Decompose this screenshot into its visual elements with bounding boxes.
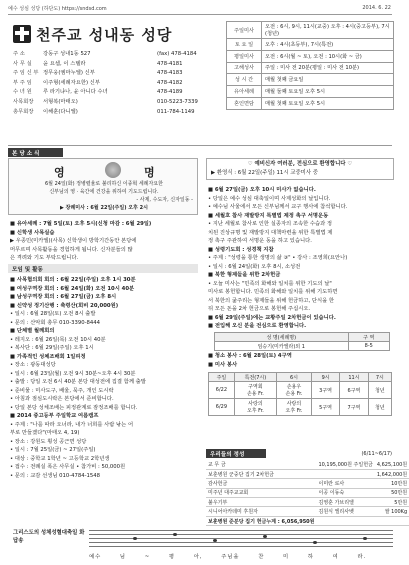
- psalm-lyric: [89, 552, 393, 560]
- banner-line-3: - 사제, 수도자, 신자일동 -: [136, 197, 193, 203]
- offering-cell: 쌀 100Kg: [375, 507, 409, 516]
- info-value: 루 라기냐나, 윤 아니다 수녀: [43, 89, 108, 96]
- note-icon: [363, 537, 367, 540]
- info-value: 정무웅(엠마누엘) 신부: [43, 70, 95, 77]
- schedule-row: [227, 74, 394, 86]
- list-item: • 장소 : 강원도 횡성 공근면 성당: [10, 438, 87, 445]
- cross-logo-icon: [13, 25, 31, 43]
- newcomer-table: [214, 332, 390, 351]
- service-list: [208, 352, 394, 369]
- mass-service-table: [208, 372, 392, 416]
- list-item: • 일시 : 6월 28일(토) 오전 8시 출발: [10, 311, 96, 317]
- lyric-syllable: 찬: [258, 554, 265, 560]
- list-item: • 주제 : "나를 따라 오너라, 내가 너희를 사람 낚는 어: [10, 421, 134, 428]
- list-item: • 문의 : 산악회 총무 010-3390-8444: [10, 319, 101, 326]
- mass-cell: 6/22: [209, 382, 235, 399]
- newcomer-name: 임승기(미카엘라)외 1: [215, 342, 349, 351]
- info-key: 주 소: [13, 51, 25, 57]
- mass-service-title: ■ 미사 봉사: [208, 361, 238, 368]
- offering-row: [206, 507, 409, 516]
- offering-cell: 보훈병원 군중단 집기 2차헌금: [206, 469, 316, 478]
- offering-cell: [316, 469, 374, 478]
- prayer-banner: [8, 158, 198, 215]
- schedule-row: [227, 97, 394, 109]
- mass-head-cell: 특전(7시): [234, 373, 276, 382]
- list-item: ■ 여성구역장 회의 : 6월 24일(화) 오전 10시 40분: [10, 285, 135, 292]
- list-item: • 오늘 미사는 "민족의 화해와 일치를 위한 기도의 날": [208, 280, 332, 287]
- list-item: ■ 신약성 정기산행 : 축령산(회비 20,000원): [10, 302, 119, 309]
- note-icon: [213, 539, 217, 542]
- note-icon: [263, 535, 267, 538]
- info-phone: 478-4189: [157, 89, 183, 96]
- offering-row: [206, 498, 409, 507]
- info-value: 이해훈(다니엘): [43, 108, 78, 115]
- cleaning-service: ■ 청소 봉사 : 6월 28일(토) 4구역: [208, 353, 292, 359]
- mass-head-cell: 주일: [209, 373, 235, 382]
- offering-cell: 미주년 대주교교회: [206, 488, 316, 497]
- schedule-label: 유아세례: [227, 86, 262, 98]
- list-item: ■ 전입해 오신 분을 전심으로 환영합니다.: [208, 323, 307, 329]
- info-key: 총무회장: [13, 108, 34, 115]
- mass-schedule-table: [226, 21, 394, 110]
- lyric-syllable: 라.: [357, 554, 367, 560]
- info-key: 주 임 신 부: [13, 70, 39, 77]
- top-bar-date: 2014. 6. 22: [362, 5, 391, 11]
- mass-cell: 청년: [368, 399, 391, 416]
- offering-period: (6/11~6/17): [361, 451, 392, 457]
- info-row: [13, 98, 221, 108]
- mass-table-row: [209, 399, 392, 416]
- list-item: 치된 진상규명 및 재발방지 대책마련을 위한 특별법 제: [208, 229, 333, 236]
- list-item: • 준비물 : 미사도구, 배울, 묵주, 개인 도시락: [10, 387, 114, 394]
- list-item: 뒤 모든 돈을 2차 헌금으로 봉헌해 주십시오.: [208, 306, 311, 312]
- list-item: • 접수 : 전례실 폭은 사무실 • 참가비 : 50,000원: [10, 464, 126, 470]
- welcome-notice: [206, 158, 394, 180]
- banner-line-4: ▶ 장례미사 : 6월 22일(주일) 오후 2시: [60, 205, 148, 211]
- list-item: • 일시 : 7월 25일(금) ~ 27일(주일): [10, 447, 96, 453]
- offering-cell: 이공 이동숙: [316, 488, 374, 497]
- mass-head-cell: 9시: [311, 373, 339, 382]
- list-item: ■ 가족적인 성체조배회 1일피정: [10, 353, 86, 360]
- info-row: [13, 69, 221, 79]
- list-item: • 대상 : 중학교 1학년 ~ 고등학교 2학년생: [10, 455, 110, 462]
- list-item: • 출발 : 당일 오전 6시 40분 본당 대성전에 집결 함께 출발: [10, 379, 146, 385]
- list-item: ■ 유아세례 : 7월 5일(토) 오후 5시(신청 마감 : 6월 29일): [10, 221, 152, 227]
- list-item: ■ 6월 27일(금) 오후 10시 미사가 없습니다.: [208, 187, 316, 193]
- mass-cell: 사랑의 오후 Fr.: [234, 399, 276, 416]
- list-item: 부로 만들겠다"(마태오 4, 19): [10, 430, 80, 436]
- offering-cell: 불우기부: [206, 498, 316, 507]
- info-phone: 478-4183: [157, 70, 183, 77]
- list-item: • 레지오 : 6월 26일(목) 오전 10시 40분: [10, 336, 106, 343]
- mass-table-head: [209, 373, 392, 382]
- welcome-detail: ▶ 환영식 : 6월 22일(주일) 11시 교중미사 중: [211, 169, 319, 176]
- psalm-staff: [13, 525, 393, 559]
- info-row: [13, 50, 221, 60]
- list-item: • 복사단 : 6월 29일(주일) 오후 1시: [10, 345, 94, 351]
- offering-cell: 50만원: [375, 488, 409, 497]
- list-item: ■ 신학생 사목실습: [10, 229, 55, 236]
- meetings-list: [10, 276, 198, 480]
- offering-section: [206, 449, 408, 526]
- schedule-value: 오전 : 6시, 9시, 11시(교중) 오후 : 4시(중고등부), 7시(청년): [262, 22, 394, 39]
- list-item: ■ 2014 중고등부 주일학교 여름캠프: [10, 413, 99, 419]
- note-icon: [133, 537, 137, 540]
- schedule-value: 오후 : 4시(초등부), 7시(특전): [262, 39, 394, 51]
- offering-table: [206, 460, 409, 526]
- section-parish-news: 본 당 소 식: [8, 148, 63, 157]
- bulletin-title: 천주교 성내동 성당: [36, 26, 173, 44]
- mass-cell: 5구역: [311, 399, 339, 416]
- info-row: [13, 108, 221, 118]
- announcements-list: [208, 186, 394, 331]
- offering-cell: 교 무 금: [206, 460, 316, 469]
- lyric-syllable: 아,: [193, 554, 203, 560]
- list-item: 미사로 봉헌합니다. 민족의 화해와 일치를 위해 기도하면: [208, 289, 338, 295]
- offering-row: [206, 469, 409, 478]
- schedule-row: [227, 39, 394, 51]
- list-item: ■ 성령기도회 : 성경책 지참: [208, 246, 274, 253]
- schedule-value: 주일 : 미사 전 20분(평일 : 미사 전 10분): [262, 62, 394, 74]
- schedule-row: [227, 22, 394, 39]
- lyric-syllable: 하: [307, 554, 314, 560]
- schedule-label: 고해성사: [227, 62, 262, 74]
- list-item: • 문의 : 교감 선생님 010-4784-1548: [10, 472, 101, 479]
- mass-cell: 7구역: [340, 399, 368, 416]
- offering-cell: 감사헌금: [206, 479, 316, 488]
- offering-cell: 이미란 로사: [316, 479, 374, 488]
- offering-cell: 10,195,000원 주일헌금: [318, 461, 373, 468]
- offering-cell: 김영훈 가브리엘: [316, 498, 374, 507]
- info-phone: 011-784-1149: [157, 108, 195, 115]
- offering-cell: 김원식 엘리사벳: [316, 507, 374, 516]
- mass-cell: 구역회 손용 Fr.: [234, 382, 276, 399]
- schedule-value: 매월 첫째 금요일: [262, 74, 394, 86]
- lyric-syllable: 평: [168, 554, 175, 560]
- mass-head-cell: 7시: [368, 373, 391, 382]
- offering-cell: 10만원: [375, 479, 409, 488]
- mass-cell: 손용우 손용 Fr.: [277, 382, 312, 399]
- info-row: [13, 88, 221, 98]
- section-meetings: 모임 및 활동: [8, 264, 198, 273]
- mass-cell: 3구역: [311, 382, 339, 399]
- info-value: 강동구 성내1동 527: [43, 51, 91, 57]
- offering-cell: 시니어아카데미 후원자: [206, 507, 316, 516]
- schedule-value: 오전 : 6시(월 ~ 토), 오전 : 10시(화 ~ 금): [262, 50, 394, 62]
- newcomer-col-zone: 구 역: [348, 333, 389, 342]
- lyric-syllable: 주님을: [221, 554, 240, 560]
- banner-word-1: 영: [54, 166, 69, 179]
- lyric-syllable: 님: [119, 554, 127, 560]
- welcome-title: ♡ 예비신자 여러분, 전심으로 환영합니다 ♡: [247, 161, 353, 167]
- schedule-row: [227, 86, 394, 98]
- info-phone: 010-5223-7339: [157, 98, 198, 105]
- list-item: ■ 단체별 월례회의: [10, 328, 55, 334]
- info-phone: (fax) 478-4184: [157, 51, 197, 57]
- list-item: ■ 세월호 참사 재발방지 특별법 제정 촉구 서명운동: [208, 212, 329, 219]
- rose-icon: [105, 162, 121, 178]
- note-icon: [313, 541, 317, 544]
- lyric-syllable: ~: [144, 554, 151, 560]
- list-item: • 당일 본당 성체조배는 피정관계로 잠정조배를 합니다.: [10, 404, 138, 411]
- divider: [8, 145, 392, 146]
- mass-cell: 청년: [368, 382, 391, 399]
- schedule-label: 성 시 간: [227, 74, 262, 86]
- info-value: 서형복(마태오): [43, 98, 78, 105]
- schedule-value: 매월 둘째 토요일 오후 5시: [262, 86, 394, 98]
- newcomer-col-name: 성 명(세례명): [215, 333, 349, 342]
- mass-head-cell: 6시: [277, 373, 312, 382]
- banner-line-2: 신부님의 영 · 육간에 건강을 위하여 기도드립니다.: [49, 189, 159, 195]
- list-item: • 아침과 점심도시락은 본당에서 준비합니다.: [10, 396, 114, 402]
- list-item: • 장소 : 광동대성당: [10, 362, 56, 368]
- lyric-syllable: 예수: [89, 554, 102, 560]
- info-key: 사목회장: [13, 98, 34, 105]
- list-item: ■ 사목협의회 회의 : 6월 22일(주일) 오후 1시 30분: [10, 277, 136, 283]
- info-value: 이주형(세례자요한) 신부: [43, 79, 100, 86]
- parish-info: [13, 50, 221, 117]
- schedule-row: [227, 62, 394, 74]
- mass-cell: 6/29: [209, 399, 235, 416]
- list-item: • 일시 : 6월 23일(월) 오전 9시 30분~오후 4시 30분: [10, 370, 136, 377]
- note-icon: [173, 533, 177, 536]
- schedule-label: 주일미사: [227, 22, 262, 39]
- lyric-syllable: 여: [332, 554, 339, 560]
- mass-cell: 사랑의 오후 Fr.: [277, 399, 312, 416]
- list-item: • 당일은 예수 성심 대축일이며 사제성화의 날입니다.: [208, 195, 331, 202]
- info-phone: 478-4181: [157, 60, 183, 67]
- offering-cell: 1,642,000원: [375, 469, 409, 478]
- offering-cell: 4,625,100원: [376, 461, 408, 468]
- info-key: 사 무 실: [13, 60, 32, 67]
- schedule-row: [227, 50, 394, 62]
- banner-word-2: 명: [144, 166, 155, 179]
- top-bar-left: 예수 성심 성당 (하단도) https://sndsd.com: [8, 6, 107, 12]
- list-item: ■ 6월 29일(주일)에는 교황주일 2차헌금이 있습니다.: [208, 314, 336, 321]
- list-item: ■ 북한 형제들을 위한 2차헌금: [208, 272, 281, 278]
- list-item: • 지난 세월로 참사로 인한 실종자의 조속한 수습과 정: [208, 221, 333, 227]
- list-item: 은 격려와 기도 부탁드립니다.: [10, 255, 79, 261]
- offering-row: [206, 460, 409, 469]
- offering-row: [206, 488, 409, 497]
- offering-title: 우리들의 정성: [206, 449, 266, 458]
- mass-head-cell: 11시: [340, 373, 368, 382]
- parish-news-list: [10, 220, 198, 263]
- list-item: ■ 남성구역장 회의 : 6월 27일(금) 오후 8시: [10, 294, 117, 300]
- newcomer-zone: 8-5: [348, 342, 389, 351]
- info-row: [13, 60, 221, 70]
- list-item: 정 촉구 주관하여 서명운 동을 하고 있습니다.: [208, 238, 312, 244]
- schedule-label: 토 요 일: [227, 39, 262, 51]
- list-item: • 예수님 사울에서 모든 신부님께서 교구 행사에 참석합니다.: [208, 204, 348, 210]
- schedule-label: 평일미사: [227, 50, 262, 62]
- schedule-label: 혼인면담: [227, 97, 262, 109]
- info-key: 수 녀 원: [13, 89, 32, 96]
- offering-row: [206, 479, 409, 488]
- info-key: 부 주 임: [13, 79, 32, 86]
- list-item: • 일시 : 6월 24일(화) 오후 8시, 소성전: [208, 263, 301, 270]
- info-phone: 478-4182: [157, 79, 183, 86]
- schedule-value: 매월 첫째 토요일 오후 5시: [262, 97, 394, 109]
- list-item: ▶ 우종민(미카엘)(사목) 신학생이 방학기간동안 본당에: [10, 238, 137, 244]
- offering-cell: 5만원: [375, 498, 409, 507]
- psalm-title: 그리스도의 성체성혈대축일 화답송: [13, 530, 85, 544]
- offering-cell: 보훈병원 준분당 집기 헌금누계 : 6,056,950원: [206, 516, 316, 525]
- list-item: • 주제 : "성령을 통한 생명의 삶 ③" • 강사 : 조영희(요안나): [208, 255, 348, 261]
- info-row: [13, 79, 221, 89]
- lyric-syllable: 미: [283, 554, 290, 560]
- banner-line-1: 6월 24일(화) 정병렬율로 불리하신 이종혁 세례자요한: [45, 181, 163, 187]
- list-item: 서 북한의 굶주리는 형제들을 위해 헌금하고, 단식을 한: [208, 297, 335, 304]
- mass-cell: 6구역: [340, 382, 368, 399]
- divider: [8, 14, 392, 15]
- mass-table-row: [209, 382, 392, 399]
- info-value: 윤 요셉, 이 스텔라: [43, 60, 86, 67]
- list-item: 머무르며 사목활동을 경험하게 됩니다. 신자분들의 많: [10, 246, 133, 253]
